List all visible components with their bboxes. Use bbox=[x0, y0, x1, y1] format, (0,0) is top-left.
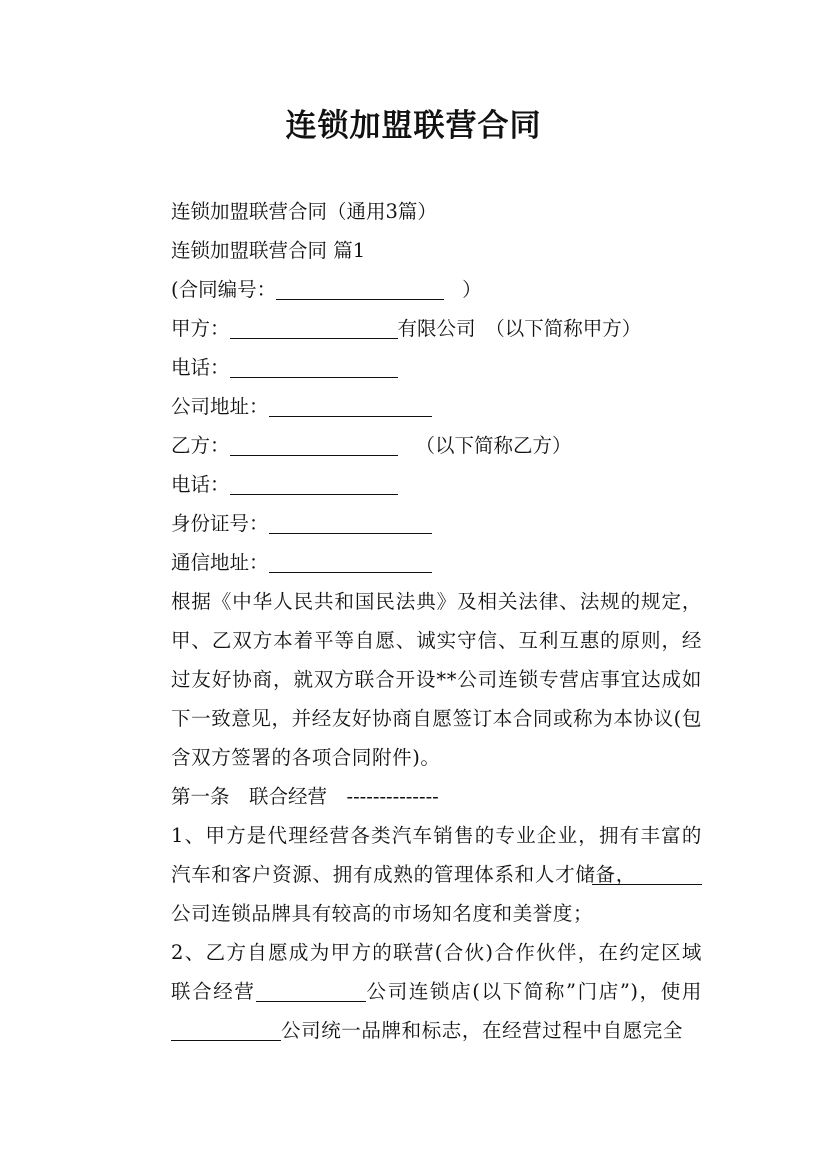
contract-number-blank bbox=[276, 279, 444, 300]
contract-number-line bbox=[171, 277, 482, 303]
party-a-phone-line bbox=[171, 355, 398, 381]
contract-number-label: (合同编号： bbox=[171, 278, 277, 301]
document-subtitle: 连锁加盟联营合同（通用3篇） bbox=[171, 200, 437, 223]
party-b-label: 乙方： bbox=[171, 434, 230, 457]
party-b-line bbox=[171, 433, 572, 459]
party-a-line bbox=[171, 316, 641, 342]
party-a-suffix: 有限公司 （以下简称甲方） bbox=[397, 317, 642, 340]
clause-2-blank-b bbox=[171, 1020, 281, 1041]
party-b-blank bbox=[230, 435, 398, 456]
intro-paragraph: 根据《中华人民共和国民法典》及相关法律、法规的规定，甲、乙双方本着平等自愿、诚实守信、互利互惠的原则，经过友好协商，就双方联合开设**公司连锁专营店事宜达成如下一致意见，并经友好协商自愿签订本合同或称为本协议(包含双方签署的各项合同附件)。 bbox=[171, 590, 702, 769]
clause-2-text-b: 公司连锁店(以下简称”门店”)，使用 bbox=[365, 980, 702, 1003]
clause-1-text-a: 1、甲方是代理经营各类汽车销售的专业企业，拥有丰富的汽车和客户资源、拥有成熟的管理体系和人才储备， bbox=[171, 824, 702, 886]
company-address-blank bbox=[269, 396, 432, 417]
party-b-suffix: （以下简称乙方） bbox=[415, 434, 572, 457]
id-number-blank bbox=[269, 513, 432, 534]
mail-address-line bbox=[171, 550, 432, 576]
clause-1-blank bbox=[592, 864, 702, 885]
party-a-blank bbox=[230, 318, 398, 339]
document-title: 连锁加盟联营合同 bbox=[285, 108, 542, 144]
mail-address-label: 通信地址： bbox=[171, 551, 269, 574]
party-b-phone-blank bbox=[230, 474, 398, 495]
party-a-label: 甲方： bbox=[171, 317, 230, 340]
clause-2-blank-a bbox=[256, 981, 366, 1002]
mail-address-blank bbox=[269, 552, 432, 573]
party-b-phone-line bbox=[171, 472, 398, 498]
id-number-line bbox=[171, 511, 432, 537]
company-address-line bbox=[171, 394, 432, 420]
article-1-heading: 第一条 联合经营 -------------- bbox=[171, 785, 439, 808]
contract-number-close: ） bbox=[462, 278, 482, 301]
id-number-label: 身份证号： bbox=[171, 512, 269, 535]
clause-2-text-c: 公司统一品牌和标志，在经营过程中自愿完全 bbox=[281, 1019, 684, 1042]
clause-2-text-a: 2、乙方自愿成为甲方的联营(合伙)合作伙伴，在约定区域联合经营 bbox=[171, 941, 702, 1003]
party-a-phone-blank bbox=[230, 357, 398, 378]
clause-2 bbox=[127, 933, 702, 1050]
company-address-label: 公司地址： bbox=[171, 395, 269, 418]
phone-label-b: 电话： bbox=[171, 473, 230, 496]
clause-1-text-b: 公司连锁品牌具有较高的市场知名度和美誉度； bbox=[171, 902, 594, 925]
phone-label: 电话： bbox=[171, 356, 230, 379]
clause-1 bbox=[127, 816, 702, 933]
section-heading: 连锁加盟联营合同 篇1 bbox=[171, 239, 366, 262]
